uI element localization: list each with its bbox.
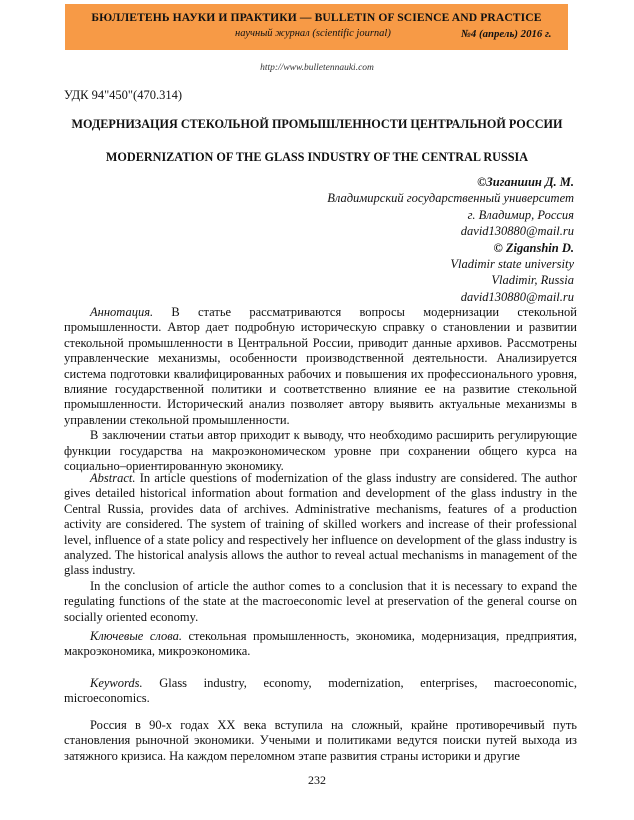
author-email-ru[interactable]: david130880@mail.ru <box>460 224 574 239</box>
keywords-en-label: Keywords. <box>90 676 143 690</box>
keywords-ru: Ключевые слова. стекольная промышленность, экономика, модернизация, предприятия, макроэкономика, микроэкономика. <box>64 629 577 659</box>
author-block <box>327 174 574 305</box>
keywords-ru-label: Ключевые слова. <box>90 629 182 643</box>
abstract-en <box>64 471 577 625</box>
abstract-ru-paragraph-2: В заключении статьи автор приходит к выводу, что необходимо расширить регулирующие функции государства на макроэкономическом уровне при сохранении общего курса на социально–ориентированную экономику. <box>64 428 577 474</box>
abstract-ru-paragraph-1: Аннотация. В статье рассматриваются вопросы модернизации стекольной промышленности. Автор дает подробную историческую справку о становлении и развитии стекольной промышленности в Центральной России, приводит данные архивов. Рассмотрены управленческие механизмы, особенности производственной деятельности. Анализируется система подготовки квалифицированных рабочих и повышения их профессионального уровня, влияние государственной политики и соответственно влияние ее на развитие стекольной промышленности. Исторический анализ позволяет автору выявить актуальные механизмы в управлении стекольной промышленности. <box>64 305 577 427</box>
author-name-ru: ©Зиганшин Д. М. <box>477 175 574 189</box>
location-ru: г. Владимир, Россия <box>467 207 574 222</box>
journal-header-banner <box>65 4 568 50</box>
affiliation-ru: Владимирский государственный университет <box>327 191 574 206</box>
journal-url[interactable]: http://www.bulletennauki.com <box>260 63 374 73</box>
author-name-en: © Ziganshin D. <box>493 240 574 255</box>
abstract-ru <box>64 305 577 474</box>
keywords-en: Keywords. Glass industry, economy, modernization, enterprises, macroeconomic, microeconomics. <box>64 676 577 706</box>
author-email-en[interactable]: david130880@mail.ru <box>460 289 574 304</box>
location-en: Vladimir, Russia <box>491 273 574 288</box>
abstract-ru-label: Аннотация. <box>90 305 154 319</box>
issue-number: №4 (апрель) 2016 г. <box>461 28 552 40</box>
article-title-ru: МОДЕРНИЗАЦИЯ СТЕКОЛЬНОЙ ПРОМЫШЛЕННОСТИ ЦЕНТРАЛЬНОЙ РОССИИ <box>71 117 563 131</box>
abstract-en-label: Abstract. <box>90 471 136 485</box>
affiliation-en: Vladimir state university <box>450 257 574 272</box>
article-title-en: MODERNIZATION OF THE GLASS INDUSTRY OF THE CENTRAL RUSSIA <box>105 150 529 164</box>
journal-title: БЮЛЛЕТЕНЬ НАУКИ И ПРАКТИКИ — BULLETIN OF SCIENCE AND PRACTICE <box>91 11 542 24</box>
body-paragraph: Россия в 90-х годах XX века вступила на сложный, крайне противоречивый путь становления рыночной экономики. Учеными и политиками ведутся поиски путей выхода из затяжного кризиса. На каждом переломном этапе развития страны историки и другие <box>64 718 577 763</box>
abstract-en-paragraph-2: In the conclusion of article the author comes to a conclusion that it is necessary to expand the regulating functions of the state at the macroeconomic level at preservation of the general course on socially oriented economy. <box>64 578 577 624</box>
page-number: 232 <box>308 773 326 787</box>
journal-subtitle: научный журнал (scientific journal) <box>235 28 391 39</box>
abstract-en-paragraph-1: Abstract. In article questions of modernization of the glass industry are considered. The author gives detailed historical information about formation and development of the glass industry in the Central Russia, provides data of archives. Administrative mechanisms, features of a production activity are considered. The system of training of skilled workers and increase of their professional level, influence of a state policy and respectively her influence on development of the glass industry is analyzed. The historical analysis allows the author to reveal actual mechanisms in management of the glass industry. <box>64 471 577 578</box>
udk-code: УДК 94"450"(470.314) <box>64 88 182 102</box>
